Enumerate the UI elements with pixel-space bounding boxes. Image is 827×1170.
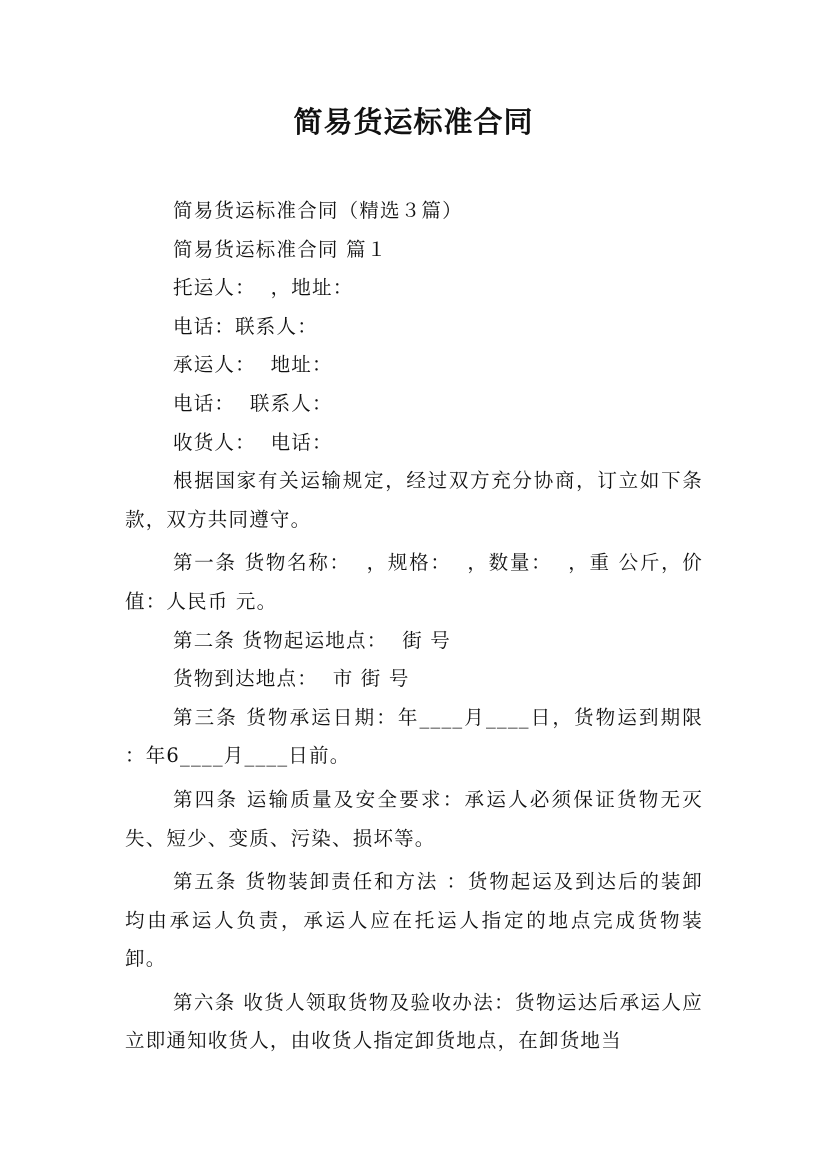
paragraph-shipper: 托运人： ，地址： — [173, 276, 354, 300]
paragraph-consignee: 收货人： 电话： — [173, 430, 333, 454]
paragraph-subtitle: 简易货运标准合同（精选３篇） — [173, 199, 463, 222]
document-body — [125, 192, 711, 1061]
paragraph-preamble: 根据国家有关运输规定，经过双方充分协商，订立如下条款，双方共同遵守。 — [125, 469, 703, 531]
paragraph-shipper-phone: 电话：联系人： — [173, 314, 318, 338]
paragraph-article-1: 第一条 货物名称： ，规格： ，数量： ，重 公斤，价值：人民币 元。 — [125, 551, 703, 613]
paragraph-carrier: 承运人： 地址： — [173, 353, 333, 377]
paragraph-article-4: 第四条 运输质量及安全要求：承运人必须保证货物无灭失、短少、变质、污染、损坏等。 — [125, 787, 703, 850]
paragraph-section-heading: 简易货运标准合同 篇１ — [173, 237, 388, 261]
paragraph-destination: 货物到达地点： 市 街 号 — [173, 667, 410, 691]
paragraph-article-2: 第二条 货物起运地点： 街 号 — [173, 628, 451, 652]
paragraph-article-6: 第六条 收货人领取货物及验收办法：货物运达后承运人应立即通知收货人，由收货人指定卸货地点，在卸货地当 — [125, 990, 703, 1053]
paragraph-article-5: 第五条 货物装卸责任和方法 ：货物起运及到达后的装卸均由承运人负责，承运人应在托运人指定的地点完成货物装卸。 — [125, 870, 703, 971]
paragraph-article-3: 第三条 货物承运日期：年____月____日，货物运到期限 ：年6____月____日前。 — [125, 705, 711, 768]
paragraph-carrier-phone: 电话： 联系人： — [173, 391, 333, 415]
document-title: 简易货运标准合同 — [293, 105, 534, 139]
